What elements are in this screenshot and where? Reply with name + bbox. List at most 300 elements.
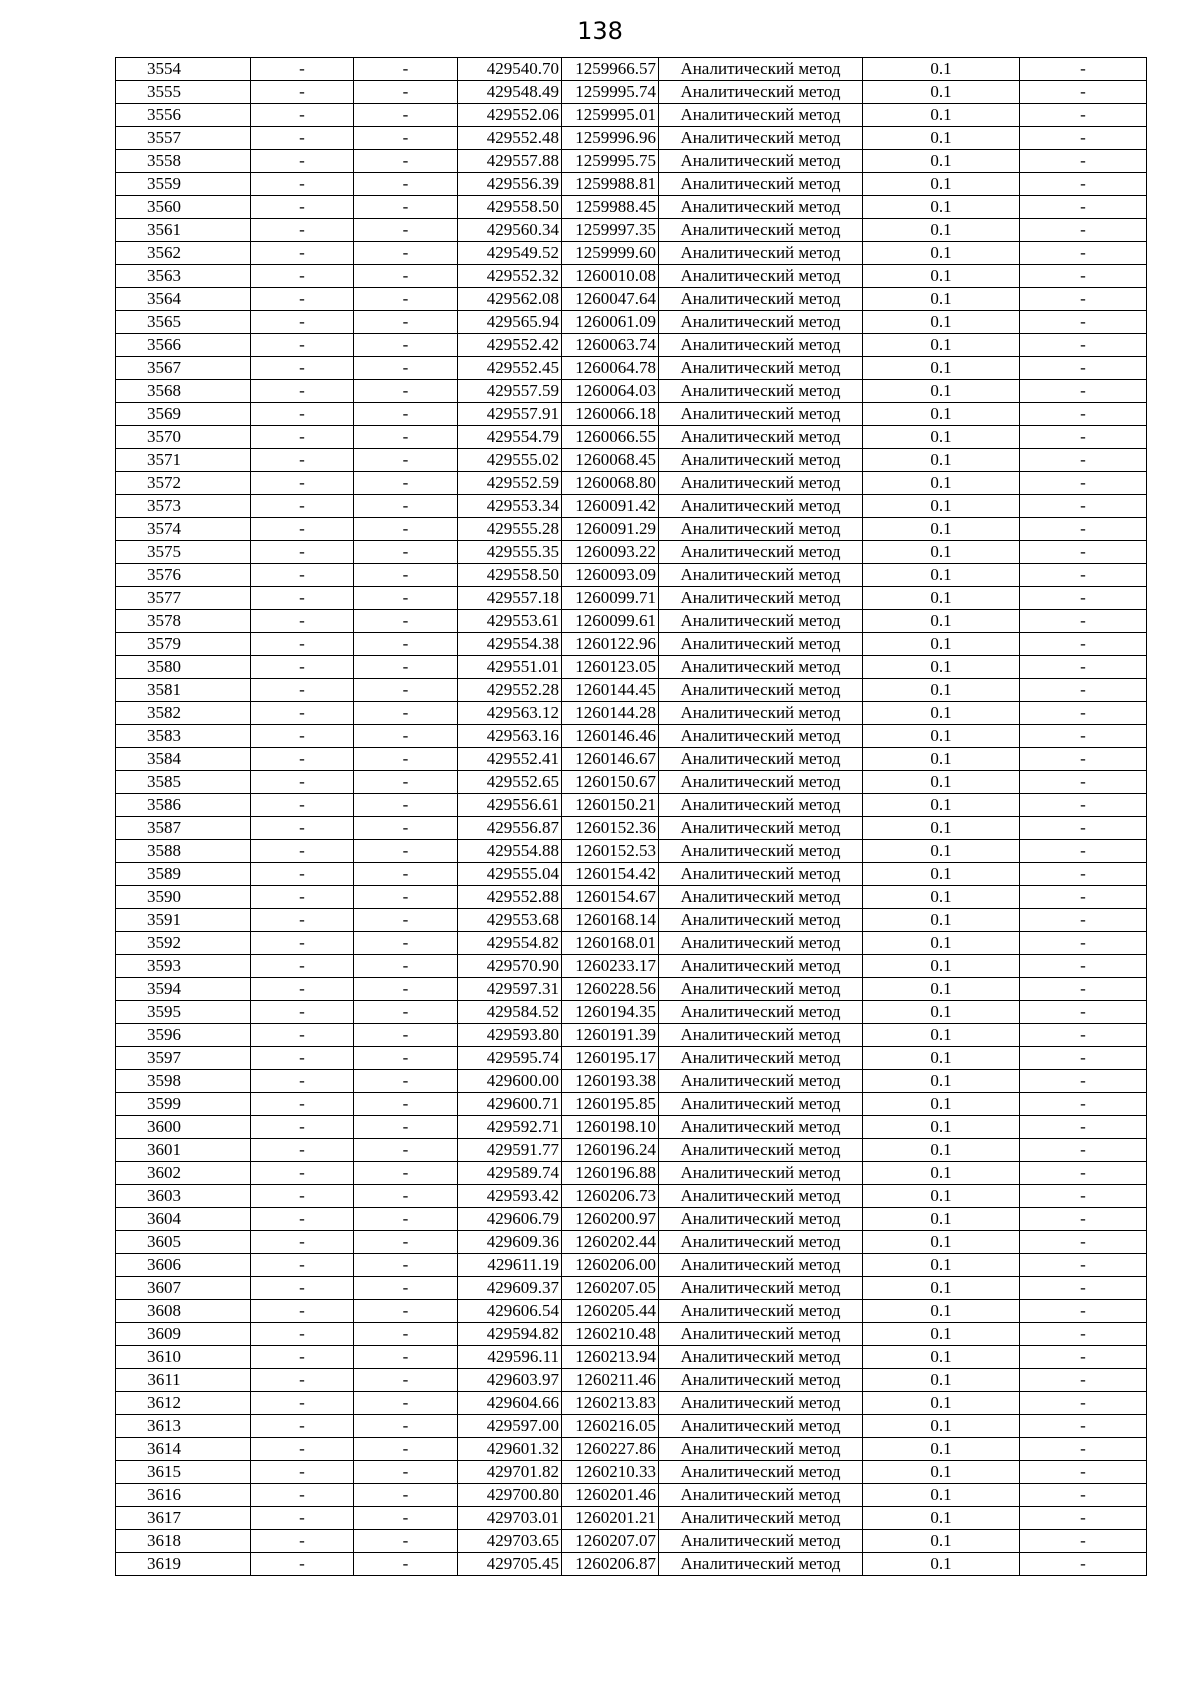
accuracy-cell: 0.1 <box>863 748 1020 771</box>
y-coordinate-cell: 1260144.28 <box>562 702 659 725</box>
x-coordinate-cell: 429552.41 <box>458 748 562 771</box>
empty-cell: - <box>251 265 354 288</box>
method-cell: Аналитический метод <box>659 380 863 403</box>
empty-cell: - <box>251 334 354 357</box>
y-coordinate-cell: 1260091.29 <box>562 518 659 541</box>
y-coordinate-cell: 1260191.39 <box>562 1024 659 1047</box>
point-number-cell: 3571 <box>116 449 251 472</box>
table-row <box>116 633 1147 656</box>
empty-cell: - <box>1020 81 1147 104</box>
table-row <box>116 863 1147 886</box>
y-coordinate-cell: 1260066.18 <box>562 403 659 426</box>
empty-cell: - <box>251 380 354 403</box>
table-row <box>116 909 1147 932</box>
x-coordinate-cell: 429570.90 <box>458 955 562 978</box>
table-row <box>116 1024 1147 1047</box>
empty-cell: - <box>354 219 458 242</box>
y-coordinate-cell: 1260207.05 <box>562 1277 659 1300</box>
table-row <box>116 1323 1147 1346</box>
accuracy-cell: 0.1 <box>863 1047 1020 1070</box>
accuracy-cell: 0.1 <box>863 196 1020 219</box>
x-coordinate-cell: 429553.61 <box>458 610 562 633</box>
y-coordinate-cell: 1260154.67 <box>562 886 659 909</box>
empty-cell: - <box>1020 1231 1147 1254</box>
point-number-cell: 3581 <box>116 679 251 702</box>
x-coordinate-cell: 429703.01 <box>458 1507 562 1530</box>
point-number-cell: 3615 <box>116 1461 251 1484</box>
point-number-cell: 3601 <box>116 1139 251 1162</box>
table-row <box>116 196 1147 219</box>
point-number-cell: 3556 <box>116 104 251 127</box>
y-coordinate-cell: 1259995.74 <box>562 81 659 104</box>
empty-cell: - <box>1020 426 1147 449</box>
empty-cell: - <box>1020 449 1147 472</box>
point-number-cell: 3583 <box>116 725 251 748</box>
empty-cell: - <box>1020 127 1147 150</box>
empty-cell: - <box>251 127 354 150</box>
y-coordinate-cell: 1260068.80 <box>562 472 659 495</box>
empty-cell: - <box>1020 1162 1147 1185</box>
y-coordinate-cell: 1260152.36 <box>562 817 659 840</box>
table-row <box>116 265 1147 288</box>
empty-cell: - <box>1020 334 1147 357</box>
y-coordinate-cell: 1259995.01 <box>562 104 659 127</box>
method-cell: Аналитический метод <box>659 679 863 702</box>
x-coordinate-cell: 429552.32 <box>458 265 562 288</box>
x-coordinate-cell: 429600.00 <box>458 1070 562 1093</box>
empty-cell: - <box>354 173 458 196</box>
method-cell: Аналитический метод <box>659 1070 863 1093</box>
x-coordinate-cell: 429584.52 <box>458 1001 562 1024</box>
table-row <box>116 81 1147 104</box>
method-cell: Аналитический метод <box>659 150 863 173</box>
empty-cell: - <box>354 449 458 472</box>
x-coordinate-cell: 429552.42 <box>458 334 562 357</box>
y-coordinate-cell: 1260168.01 <box>562 932 659 955</box>
point-number-cell: 3607 <box>116 1277 251 1300</box>
accuracy-cell: 0.1 <box>863 58 1020 81</box>
x-coordinate-cell: 429592.71 <box>458 1116 562 1139</box>
x-coordinate-cell: 429551.01 <box>458 656 562 679</box>
empty-cell: - <box>251 1323 354 1346</box>
x-coordinate-cell: 429552.88 <box>458 886 562 909</box>
empty-cell: - <box>354 1277 458 1300</box>
point-number-cell: 3561 <box>116 219 251 242</box>
table-row <box>116 357 1147 380</box>
accuracy-cell: 0.1 <box>863 656 1020 679</box>
empty-cell: - <box>354 1484 458 1507</box>
method-cell: Аналитический метод <box>659 794 863 817</box>
accuracy-cell: 0.1 <box>863 1553 1020 1576</box>
point-number-cell: 3604 <box>116 1208 251 1231</box>
empty-cell: - <box>354 518 458 541</box>
empty-cell: - <box>354 725 458 748</box>
accuracy-cell: 0.1 <box>863 104 1020 127</box>
empty-cell: - <box>1020 1208 1147 1231</box>
empty-cell: - <box>251 1461 354 1484</box>
method-cell: Аналитический метод <box>659 1323 863 1346</box>
table-row <box>116 725 1147 748</box>
empty-cell: - <box>354 1116 458 1139</box>
table-row <box>116 771 1147 794</box>
empty-cell: - <box>354 311 458 334</box>
table-row <box>116 656 1147 679</box>
x-coordinate-cell: 429549.52 <box>458 242 562 265</box>
accuracy-cell: 0.1 <box>863 1070 1020 1093</box>
accuracy-cell: 0.1 <box>863 909 1020 932</box>
method-cell: Аналитический метод <box>659 1507 863 1530</box>
empty-cell: - <box>354 1438 458 1461</box>
accuracy-cell: 0.1 <box>863 932 1020 955</box>
accuracy-cell: 0.1 <box>863 311 1020 334</box>
empty-cell: - <box>354 1369 458 1392</box>
point-number-cell: 3567 <box>116 357 251 380</box>
y-coordinate-cell: 1260213.83 <box>562 1392 659 1415</box>
empty-cell: - <box>1020 978 1147 1001</box>
point-number-cell: 3566 <box>116 334 251 357</box>
empty-cell: - <box>251 541 354 564</box>
empty-cell: - <box>1020 955 1147 978</box>
x-coordinate-cell: 429700.80 <box>458 1484 562 1507</box>
method-cell: Аналитический метод <box>659 1461 863 1484</box>
x-coordinate-cell: 429595.74 <box>458 1047 562 1070</box>
point-number-cell: 3608 <box>116 1300 251 1323</box>
empty-cell: - <box>1020 633 1147 656</box>
empty-cell: - <box>1020 1346 1147 1369</box>
method-cell: Аналитический метод <box>659 610 863 633</box>
table-row <box>116 150 1147 173</box>
accuracy-cell: 0.1 <box>863 265 1020 288</box>
accuracy-cell: 0.1 <box>863 357 1020 380</box>
table-row <box>116 886 1147 909</box>
method-cell: Аналитический метод <box>659 886 863 909</box>
x-coordinate-cell: 429563.16 <box>458 725 562 748</box>
x-coordinate-cell: 429558.50 <box>458 564 562 587</box>
accuracy-cell: 0.1 <box>863 1093 1020 1116</box>
empty-cell: - <box>354 656 458 679</box>
empty-cell: - <box>1020 1553 1147 1576</box>
accuracy-cell: 0.1 <box>863 426 1020 449</box>
x-coordinate-cell: 429552.48 <box>458 127 562 150</box>
table-row <box>116 1484 1147 1507</box>
empty-cell: - <box>1020 1507 1147 1530</box>
accuracy-cell: 0.1 <box>863 564 1020 587</box>
point-number-cell: 3588 <box>116 840 251 863</box>
empty-cell: - <box>251 1070 354 1093</box>
accuracy-cell: 0.1 <box>863 242 1020 265</box>
empty-cell: - <box>1020 564 1147 587</box>
method-cell: Аналитический метод <box>659 288 863 311</box>
point-number-cell: 3584 <box>116 748 251 771</box>
accuracy-cell: 0.1 <box>863 127 1020 150</box>
method-cell: Аналитический метод <box>659 702 863 725</box>
method-cell: Аналитический метод <box>659 1047 863 1070</box>
x-coordinate-cell: 429589.74 <box>458 1162 562 1185</box>
empty-cell: - <box>1020 702 1147 725</box>
empty-cell: - <box>251 219 354 242</box>
x-coordinate-cell: 429552.06 <box>458 104 562 127</box>
point-number-cell: 3586 <box>116 794 251 817</box>
method-cell: Аналитический метод <box>659 1116 863 1139</box>
y-coordinate-cell: 1260227.86 <box>562 1438 659 1461</box>
table-row <box>116 242 1147 265</box>
y-coordinate-cell: 1260154.42 <box>562 863 659 886</box>
empty-cell: - <box>251 1392 354 1415</box>
table-row <box>116 495 1147 518</box>
point-number-cell: 3568 <box>116 380 251 403</box>
y-coordinate-cell: 1260206.87 <box>562 1553 659 1576</box>
empty-cell: - <box>1020 909 1147 932</box>
empty-cell: - <box>354 771 458 794</box>
table-row <box>116 1277 1147 1300</box>
empty-cell: - <box>251 311 354 334</box>
empty-cell: - <box>1020 610 1147 633</box>
accuracy-cell: 0.1 <box>863 771 1020 794</box>
y-coordinate-cell: 1259988.45 <box>562 196 659 219</box>
accuracy-cell: 0.1 <box>863 1346 1020 1369</box>
y-coordinate-cell: 1260152.53 <box>562 840 659 863</box>
accuracy-cell: 0.1 <box>863 1484 1020 1507</box>
table-row <box>116 1139 1147 1162</box>
y-coordinate-cell: 1260099.71 <box>562 587 659 610</box>
empty-cell: - <box>1020 748 1147 771</box>
table-row <box>116 679 1147 702</box>
y-coordinate-cell: 1260146.67 <box>562 748 659 771</box>
y-coordinate-cell: 1260010.08 <box>562 265 659 288</box>
empty-cell: - <box>1020 518 1147 541</box>
method-cell: Аналитический метод <box>659 978 863 1001</box>
empty-cell: - <box>251 679 354 702</box>
empty-cell: - <box>1020 1369 1147 1392</box>
y-coordinate-cell: 1259988.81 <box>562 173 659 196</box>
method-cell: Аналитический метод <box>659 196 863 219</box>
y-coordinate-cell: 1260210.48 <box>562 1323 659 1346</box>
y-coordinate-cell: 1260093.09 <box>562 564 659 587</box>
empty-cell: - <box>354 150 458 173</box>
accuracy-cell: 0.1 <box>863 725 1020 748</box>
empty-cell: - <box>354 1139 458 1162</box>
empty-cell: - <box>1020 1116 1147 1139</box>
empty-cell: - <box>354 127 458 150</box>
table-row <box>116 58 1147 81</box>
point-number-cell: 3594 <box>116 978 251 1001</box>
method-cell: Аналитический метод <box>659 1208 863 1231</box>
empty-cell: - <box>251 932 354 955</box>
empty-cell: - <box>251 725 354 748</box>
empty-cell: - <box>251 495 354 518</box>
method-cell: Аналитический метод <box>659 334 863 357</box>
empty-cell: - <box>251 1530 354 1553</box>
point-number-cell: 3602 <box>116 1162 251 1185</box>
point-number-cell: 3589 <box>116 863 251 886</box>
y-coordinate-cell: 1260047.64 <box>562 288 659 311</box>
x-coordinate-cell: 429705.45 <box>458 1553 562 1576</box>
point-number-cell: 3605 <box>116 1231 251 1254</box>
point-number-cell: 3597 <box>116 1047 251 1070</box>
empty-cell: - <box>354 886 458 909</box>
empty-cell: - <box>1020 265 1147 288</box>
method-cell: Аналитический метод <box>659 357 863 380</box>
empty-cell: - <box>251 403 354 426</box>
accuracy-cell: 0.1 <box>863 702 1020 725</box>
accuracy-cell: 0.1 <box>863 1438 1020 1461</box>
empty-cell: - <box>354 932 458 955</box>
accuracy-cell: 0.1 <box>863 495 1020 518</box>
table-row <box>116 288 1147 311</box>
method-cell: Аналитический метод <box>659 909 863 932</box>
table-row <box>116 104 1147 127</box>
method-cell: Аналитический метод <box>659 541 863 564</box>
y-coordinate-cell: 1260206.00 <box>562 1254 659 1277</box>
empty-cell: - <box>1020 357 1147 380</box>
y-coordinate-cell: 1259996.96 <box>562 127 659 150</box>
empty-cell: - <box>354 610 458 633</box>
empty-cell: - <box>354 955 458 978</box>
accuracy-cell: 0.1 <box>863 1530 1020 1553</box>
accuracy-cell: 0.1 <box>863 610 1020 633</box>
accuracy-cell: 0.1 <box>863 1185 1020 1208</box>
table-row <box>116 1369 1147 1392</box>
empty-cell: - <box>251 449 354 472</box>
empty-cell: - <box>1020 495 1147 518</box>
method-cell: Аналитический метод <box>659 1438 863 1461</box>
empty-cell: - <box>354 426 458 449</box>
point-number-cell: 3596 <box>116 1024 251 1047</box>
empty-cell: - <box>354 1323 458 1346</box>
x-coordinate-cell: 429597.00 <box>458 1415 562 1438</box>
accuracy-cell: 0.1 <box>863 541 1020 564</box>
empty-cell: - <box>354 1070 458 1093</box>
method-cell: Аналитический метод <box>659 1001 863 1024</box>
method-cell: Аналитический метод <box>659 518 863 541</box>
empty-cell: - <box>251 978 354 1001</box>
empty-cell: - <box>1020 1530 1147 1553</box>
table-row <box>116 955 1147 978</box>
empty-cell: - <box>251 748 354 771</box>
accuracy-cell: 0.1 <box>863 587 1020 610</box>
empty-cell: - <box>354 1553 458 1576</box>
empty-cell: - <box>1020 1461 1147 1484</box>
empty-cell: - <box>251 150 354 173</box>
point-number-cell: 3569 <box>116 403 251 426</box>
method-cell: Аналитический метод <box>659 1024 863 1047</box>
table-row <box>116 1300 1147 1323</box>
table-row <box>116 541 1147 564</box>
empty-cell: - <box>354 817 458 840</box>
point-number-cell: 3585 <box>116 771 251 794</box>
empty-cell: - <box>251 196 354 219</box>
table-row <box>116 380 1147 403</box>
empty-cell: - <box>1020 817 1147 840</box>
empty-cell: - <box>1020 1093 1147 1116</box>
table-row <box>116 1415 1147 1438</box>
method-cell: Аналитический метод <box>659 633 863 656</box>
accuracy-cell: 0.1 <box>863 955 1020 978</box>
empty-cell: - <box>1020 1300 1147 1323</box>
method-cell: Аналитический метод <box>659 1162 863 1185</box>
point-number-cell: 3557 <box>116 127 251 150</box>
table-row <box>116 311 1147 334</box>
y-coordinate-cell: 1260196.88 <box>562 1162 659 1185</box>
point-number-cell: 3576 <box>116 564 251 587</box>
method-cell: Аналитический метод <box>659 265 863 288</box>
empty-cell: - <box>251 1507 354 1530</box>
y-coordinate-cell: 1260091.42 <box>562 495 659 518</box>
table-row <box>116 426 1147 449</box>
x-coordinate-cell: 429703.65 <box>458 1530 562 1553</box>
point-number-cell: 3617 <box>116 1507 251 1530</box>
empty-cell: - <box>354 541 458 564</box>
point-number-cell: 3595 <box>116 1001 251 1024</box>
empty-cell: - <box>354 1208 458 1231</box>
method-cell: Аналитический метод <box>659 1300 863 1323</box>
empty-cell: - <box>354 863 458 886</box>
y-coordinate-cell: 1260150.21 <box>562 794 659 817</box>
y-coordinate-cell: 1260201.21 <box>562 1507 659 1530</box>
method-cell: Аналитический метод <box>659 104 863 127</box>
table-row <box>116 1507 1147 1530</box>
point-number-cell: 3565 <box>116 311 251 334</box>
x-coordinate-cell: 429596.11 <box>458 1346 562 1369</box>
x-coordinate-cell: 429558.50 <box>458 196 562 219</box>
table-row <box>116 1392 1147 1415</box>
empty-cell: - <box>251 863 354 886</box>
accuracy-cell: 0.1 <box>863 1461 1020 1484</box>
x-coordinate-cell: 429600.71 <box>458 1093 562 1116</box>
point-number-cell: 3570 <box>116 426 251 449</box>
accuracy-cell: 0.1 <box>863 863 1020 886</box>
method-cell: Аналитический метод <box>659 1346 863 1369</box>
accuracy-cell: 0.1 <box>863 1162 1020 1185</box>
table-row <box>116 1070 1147 1093</box>
point-number-cell: 3587 <box>116 817 251 840</box>
accuracy-cell: 0.1 <box>863 518 1020 541</box>
method-cell: Аналитический метод <box>659 863 863 886</box>
y-coordinate-cell: 1260198.10 <box>562 1116 659 1139</box>
method-cell: Аналитический метод <box>659 1369 863 1392</box>
y-coordinate-cell: 1260064.03 <box>562 380 659 403</box>
empty-cell: - <box>354 1507 458 1530</box>
x-coordinate-cell: 429604.66 <box>458 1392 562 1415</box>
table-row <box>116 1116 1147 1139</box>
x-coordinate-cell: 429611.19 <box>458 1254 562 1277</box>
table-body <box>116 58 1147 1576</box>
x-coordinate-cell: 429554.82 <box>458 932 562 955</box>
empty-cell: - <box>354 679 458 702</box>
empty-cell: - <box>354 196 458 219</box>
method-cell: Аналитический метод <box>659 1415 863 1438</box>
table-row <box>116 472 1147 495</box>
empty-cell: - <box>251 1093 354 1116</box>
empty-cell: - <box>1020 472 1147 495</box>
empty-cell: - <box>354 288 458 311</box>
method-cell: Аналитический метод <box>659 127 863 150</box>
x-coordinate-cell: 429555.35 <box>458 541 562 564</box>
empty-cell: - <box>251 587 354 610</box>
empty-cell: - <box>1020 1185 1147 1208</box>
empty-cell: - <box>251 909 354 932</box>
table-row <box>116 748 1147 771</box>
x-coordinate-cell: 429557.59 <box>458 380 562 403</box>
x-coordinate-cell: 429565.94 <box>458 311 562 334</box>
empty-cell: - <box>251 1369 354 1392</box>
empty-cell: - <box>354 1185 458 1208</box>
point-number-cell: 3579 <box>116 633 251 656</box>
empty-cell: - <box>354 1392 458 1415</box>
empty-cell: - <box>251 1024 354 1047</box>
table-row <box>116 403 1147 426</box>
empty-cell: - <box>1020 656 1147 679</box>
